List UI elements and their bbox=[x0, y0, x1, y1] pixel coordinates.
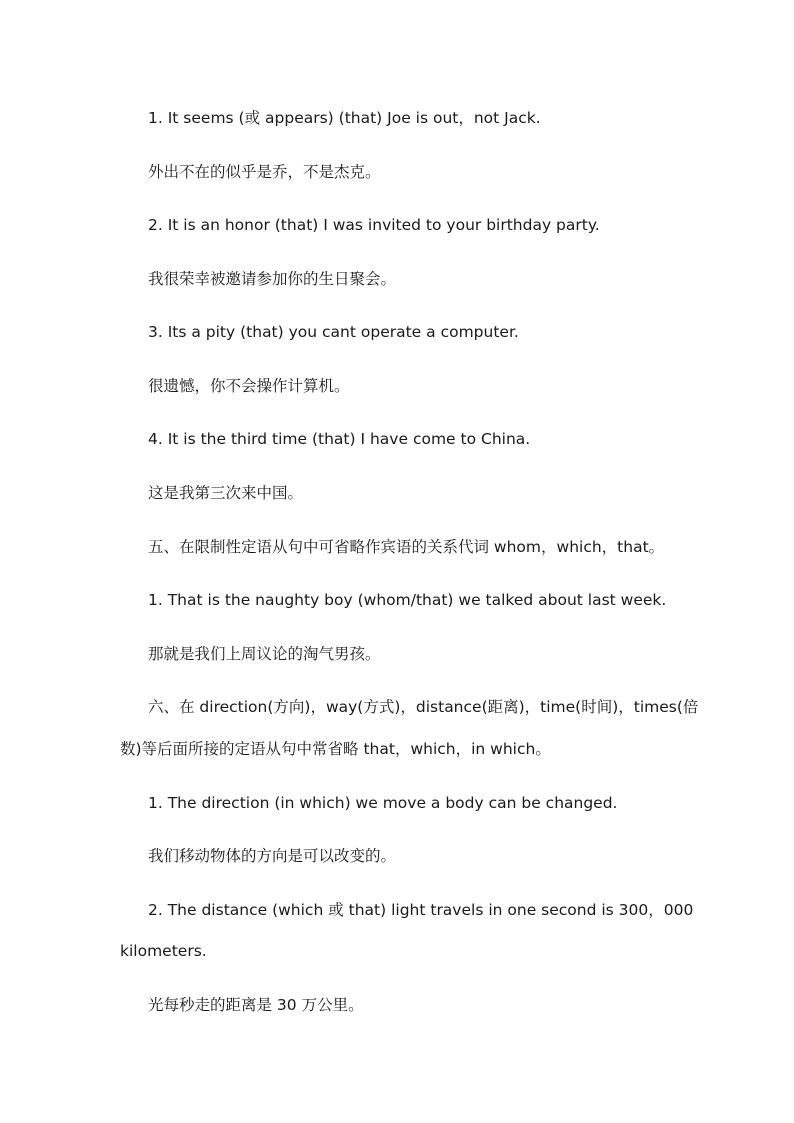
example-sentence-5: 1. That is the naughty boy (whom/that) we talked about last week. bbox=[148, 591, 667, 609]
section-heading-6-continued: 数)等后面所接的定语从句中常省略 that，which，in which。 bbox=[120, 740, 551, 758]
section-heading-5: 五、在限制性定语从句中可省略作宾语的关系代词 whom，which，that。 bbox=[148, 538, 665, 556]
translation-1: 外出不在的似乎是乔，不是杰克。 bbox=[148, 163, 381, 181]
translation-4: 这是我第三次来中国。 bbox=[148, 484, 304, 502]
example-sentence-2: 2. It is an honor (that) I was invited to your birthday party. bbox=[148, 216, 600, 234]
example-sentence-7-continued: kilometers. bbox=[120, 942, 207, 960]
translation-5: 那就是我们上周议论的淘气男孩。 bbox=[148, 645, 381, 663]
example-sentence-7: 2. The distance (which 或 that) light travels in one second is 300，000 bbox=[148, 901, 694, 919]
example-sentence-3: 3. Its a pity (that) you cant operate a computer. bbox=[148, 323, 519, 341]
example-sentence-1: 1. It seems (或 appears) (that) Joe is out，not Jack. bbox=[148, 109, 541, 127]
translation-7: 光每秒走的距离是 30 万公里。 bbox=[148, 996, 364, 1014]
example-sentence-4: 4. It is the third time (that) I have come to China. bbox=[148, 430, 531, 448]
translation-6: 我们移动物体的方向是可以改变的。 bbox=[148, 847, 397, 865]
translation-2: 我很荣幸被邀请参加你的生日聚会。 bbox=[148, 270, 397, 288]
section-heading-6: 六、在 direction(方向)，way(方式)，distance(距离)，time(时间)，times(倍 bbox=[148, 698, 699, 716]
example-sentence-6: 1. The direction (in which) we move a body can be changed. bbox=[148, 794, 618, 812]
translation-3: 很遗憾，你不会操作计算机。 bbox=[148, 377, 350, 395]
